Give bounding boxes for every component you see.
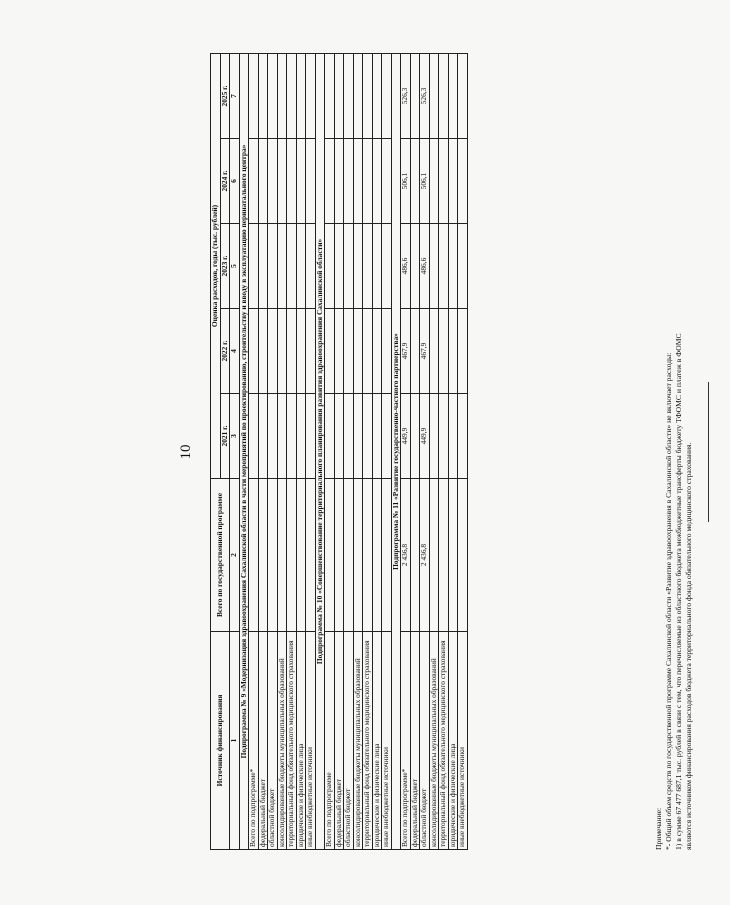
table-row	[372, 53, 382, 849]
row-value: 449,9	[420, 394, 430, 479]
table-row	[344, 53, 354, 849]
column-number: 4	[230, 309, 240, 394]
funding-table	[210, 53, 468, 850]
notes-line-1: *- Общий объем средств по государственной программе Сахалинской области «Развитие здравоохранения в Сахалинской области» не включает расходы:	[663, 352, 673, 850]
row-value	[448, 224, 458, 309]
row-value	[363, 394, 373, 479]
column-number: 5	[230, 224, 240, 309]
column-number: 2	[230, 479, 240, 632]
row-value	[306, 479, 316, 632]
row-value	[372, 53, 382, 138]
row-label: Всего по подпрограмме	[325, 632, 335, 850]
column-number: 6	[230, 139, 240, 224]
header-year: 2023 г.	[220, 224, 230, 309]
row-value: 467,9	[420, 309, 430, 394]
header-source: Источник финансирования	[211, 632, 230, 850]
row-value	[372, 479, 382, 632]
row-value	[334, 309, 344, 394]
row-label: юридические и физические лица	[448, 632, 458, 850]
row-label: иные внебюджетные источники	[458, 632, 468, 850]
row-value	[458, 224, 468, 309]
row-value	[344, 479, 354, 632]
table-row	[306, 53, 316, 849]
row-value	[344, 309, 354, 394]
row-value	[306, 394, 316, 479]
row-value	[439, 224, 449, 309]
row-value: 2 436,8	[420, 479, 430, 632]
section-title: Подпрограмма № 11 «Развитие государственно-частного партнерства»	[391, 53, 401, 849]
row-value: 467,9	[401, 309, 411, 394]
row-value	[429, 139, 439, 224]
row-label: федеральный бюджет	[258, 632, 268, 850]
row-value	[344, 394, 354, 479]
table-row	[325, 53, 335, 849]
row-value	[382, 53, 392, 138]
row-value	[439, 309, 449, 394]
row-value	[353, 53, 363, 138]
row-label: областной бюджет	[268, 632, 278, 850]
row-value	[306, 309, 316, 394]
row-value	[429, 479, 439, 632]
row-value	[249, 139, 259, 224]
row-value: 526,3	[401, 53, 411, 138]
row-value	[372, 224, 382, 309]
row-label: федеральный бюджет	[410, 632, 420, 850]
table-row	[420, 53, 430, 849]
row-label: Всего по подпрограмме*	[249, 632, 259, 850]
row-value	[363, 53, 373, 138]
row-value	[277, 394, 287, 479]
row-value	[296, 139, 306, 224]
row-value	[363, 479, 373, 632]
row-value	[334, 394, 344, 479]
row-value: 506,1	[420, 139, 430, 224]
row-value	[287, 53, 297, 138]
row-value	[363, 139, 373, 224]
row-value	[287, 309, 297, 394]
row-value	[334, 479, 344, 632]
row-value	[458, 309, 468, 394]
row-value	[382, 479, 392, 632]
row-label: федеральный бюджет	[334, 632, 344, 850]
row-value	[296, 479, 306, 632]
section-row	[239, 53, 249, 849]
row-label: территориальный фонд обязательного медицинского страхования	[439, 632, 449, 850]
table-row	[363, 53, 373, 849]
row-label: иные внебюджетные источники	[382, 632, 392, 850]
row-value	[258, 394, 268, 479]
row-value	[277, 139, 287, 224]
header-total: Всего по государственной программе	[211, 479, 230, 632]
table-row	[334, 53, 344, 849]
row-value: 506,1	[401, 139, 411, 224]
closing-rule	[708, 382, 709, 522]
row-value	[296, 224, 306, 309]
row-value	[277, 224, 287, 309]
row-value	[287, 479, 297, 632]
row-value	[325, 224, 335, 309]
row-label: консолидированные бюджеты муниципальных образований	[353, 632, 363, 850]
table-row	[458, 53, 468, 849]
table-row	[439, 53, 449, 849]
notes	[654, 54, 693, 850]
row-label: консолидированные бюджеты муниципальных образований	[429, 632, 439, 850]
row-value	[296, 309, 306, 394]
row-value	[258, 53, 268, 138]
row-value	[458, 479, 468, 632]
row-value	[258, 224, 268, 309]
table-row	[287, 53, 297, 849]
row-value	[429, 224, 439, 309]
row-label: юридические и физические лица	[372, 632, 382, 850]
row-value	[306, 139, 316, 224]
row-value	[429, 394, 439, 479]
row-value	[448, 394, 458, 479]
row-value	[448, 479, 458, 632]
row-label: территориальный фонд обязательного медицинского страхования	[363, 632, 373, 850]
row-value	[268, 394, 278, 479]
row-value	[258, 479, 268, 632]
table-row	[258, 53, 268, 849]
row-value	[353, 309, 363, 394]
row-value	[325, 309, 335, 394]
row-label: консолидированные бюджеты муниципальных образований	[277, 632, 287, 850]
row-value	[363, 224, 373, 309]
row-value	[448, 53, 458, 138]
header-year: 2021 г.	[220, 394, 230, 479]
table-row	[296, 53, 306, 849]
row-value	[372, 139, 382, 224]
row-value	[458, 139, 468, 224]
row-value	[439, 53, 449, 138]
row-value	[334, 53, 344, 138]
row-value	[268, 479, 278, 632]
row-value	[353, 479, 363, 632]
row-label: территориальный фонд обязательного медицинского страхования	[287, 632, 297, 850]
row-value	[249, 309, 259, 394]
row-value	[258, 139, 268, 224]
row-value: 449,9	[401, 394, 411, 479]
column-number: 3	[230, 394, 240, 479]
column-number: 7	[230, 53, 240, 138]
column-number: 1	[230, 632, 240, 850]
row-value	[458, 53, 468, 138]
row-value	[287, 139, 297, 224]
row-value	[353, 224, 363, 309]
row-value	[448, 309, 458, 394]
row-value	[325, 139, 335, 224]
row-label: областной бюджет	[420, 632, 430, 850]
row-value	[268, 309, 278, 394]
row-value	[334, 139, 344, 224]
row-value	[353, 394, 363, 479]
table-row	[268, 53, 278, 849]
row-value	[277, 479, 287, 632]
row-value	[268, 53, 278, 138]
header-year: 2024 г.	[220, 139, 230, 224]
notes-line-3: являются источником финансирования расходов бюджета территориального фонда обязательного медицинского страхования.	[683, 442, 693, 850]
table-row	[249, 53, 259, 849]
row-value	[325, 394, 335, 479]
table-row	[382, 53, 392, 849]
row-value	[306, 224, 316, 309]
row-value: 486,6	[420, 224, 430, 309]
table-row	[448, 53, 458, 849]
row-value	[382, 224, 392, 309]
row-value	[258, 309, 268, 394]
row-value	[439, 139, 449, 224]
row-value	[429, 309, 439, 394]
section-title: Подпрограмма № 9 «Модернизация здравоохранения Сахалинской области в части мероприятий по проектированию, строительству и вводу в эксплуатацию перинатального центра»	[239, 53, 249, 849]
row-value	[458, 394, 468, 479]
page-number: 10	[178, 444, 194, 460]
row-value: 486,6	[401, 224, 411, 309]
row-value	[382, 309, 392, 394]
notes-line-2: 1) в сумме 67 477 687,1 тыс. рублей в связи с тем, что перечисляемые из областного бюджета межбюджетные трансферты бюджету ТФОМС и платеж в ФОМС	[673, 333, 683, 850]
section-row	[315, 53, 325, 849]
row-value	[344, 224, 354, 309]
row-value	[249, 53, 259, 138]
header-year: 2025 г.	[220, 53, 230, 138]
row-value: 2 436,8	[401, 479, 411, 632]
row-value	[296, 394, 306, 479]
row-value	[363, 309, 373, 394]
header-estimate: Оценка расходов, годы (тыс. рублей)	[211, 53, 221, 478]
row-value	[382, 394, 392, 479]
row-value	[344, 53, 354, 138]
row-value	[334, 224, 344, 309]
row-value	[296, 53, 306, 138]
row-value: 526,3	[420, 53, 430, 138]
row-label: юридические и физические лица	[296, 632, 306, 850]
row-value	[439, 394, 449, 479]
notes-title: Примечание:	[654, 807, 663, 850]
row-value	[372, 309, 382, 394]
row-value	[249, 224, 259, 309]
header-year: 2022 г.	[220, 309, 230, 394]
row-value	[325, 479, 335, 632]
row-value	[382, 139, 392, 224]
row-label: иные внебюджетные источники	[306, 632, 316, 850]
row-label: областной бюджет	[344, 632, 354, 850]
row-value	[277, 53, 287, 138]
row-value	[277, 309, 287, 394]
row-value	[439, 479, 449, 632]
rotated-page	[180, 42, 730, 862]
row-value	[344, 139, 354, 224]
section-title: Подпрограмма № 10 «Совершенствование территориального планирования развития здравоохранения Сахалинской области»	[315, 53, 325, 849]
table-row	[401, 53, 411, 849]
row-value	[287, 224, 297, 309]
row-value	[287, 394, 297, 479]
row-value	[372, 394, 382, 479]
row-value	[268, 224, 278, 309]
row-value	[353, 139, 363, 224]
row-value	[306, 53, 316, 138]
row-value	[249, 394, 259, 479]
row-value	[249, 479, 259, 632]
row-value	[325, 53, 335, 138]
row-label: Всего по подпрограмме*	[401, 632, 411, 850]
row-value	[429, 53, 439, 138]
row-value	[448, 139, 458, 224]
row-value	[268, 139, 278, 224]
